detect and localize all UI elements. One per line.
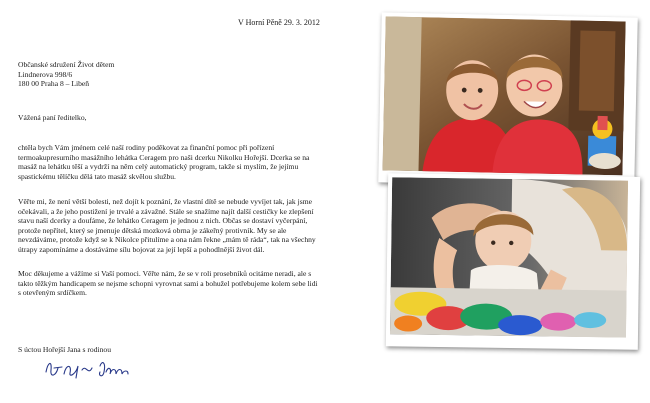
photo-image xyxy=(390,177,628,337)
text-line: stavu naší dcerky a doufáme, že lehátko Ceragem je jednou z nich. Občas se dostaví vyčerpání, xyxy=(18,216,308,226)
text-line: s otevřeným srdíčkem. xyxy=(18,288,87,298)
paragraph-thanks xyxy=(18,143,309,181)
photo-girl-painting xyxy=(386,173,640,350)
text-line: protože nepřítel, který se jmenuje dětská mozková obrna je zákeřný protivník. My se ale xyxy=(18,225,287,235)
photo-two-girls xyxy=(378,12,638,187)
greeting: Vážená paní ředitelko, xyxy=(18,113,87,122)
letter-date: V Horní Pěně 29. 3. 2012 xyxy=(238,18,320,27)
text-line: nevzdáváme, protože když se k Nikolce přitulíme a ona nám řekne „mám tě ráda“, tak na všechny xyxy=(18,235,316,245)
text-line: termoakupresurního masážního lehátka Ceragem pro naši dcerku Nikolku Hořejší. Dcerka se na xyxy=(18,152,310,162)
closing: S úctou Hořejší Jana s rodinou xyxy=(18,345,112,354)
paragraph-story xyxy=(18,197,316,255)
text-line: Věřte mi, že není větší bolesti, než dojít k poznání, že vlastní dítě se nebude vyvíjet tak, jak jsme xyxy=(18,197,312,206)
text-line: očekávali, a že jeho postižení je trvalé a závažné. Stále se snažíme najít další cestičky ke zlepšení xyxy=(18,206,314,216)
text-line: masáž na lehátku těší a vydrží na něm celý automatický program, takže si myslím, že jejímu xyxy=(18,162,299,172)
text-line: útrapy zapomínáme a dostáváme sílu bojovat za její lepší a pohodlnější život dál. xyxy=(18,244,265,254)
text-line: Moc děkujeme a vážíme si Vaší pomoci. Věřte nám, že se v roli prosebníků ocitáme neradi, ale s xyxy=(18,269,312,278)
photo-image xyxy=(382,16,625,175)
handwritten-signature xyxy=(42,354,132,384)
recipient-address xyxy=(18,60,114,89)
address-line: 180 00 Praha 8 – Libeň xyxy=(18,79,90,89)
text-line: takto těžkým handicapem se nejsme schopni vyrovnat sami a bohužel potřebujeme kolem sebe lidi xyxy=(18,278,318,288)
text-line: chtěla bych Vám jménem celé naší rodiny poděkovat za finanční pomoc při pořízení xyxy=(18,143,275,152)
paragraph-appreciation xyxy=(18,269,318,298)
address-line: Lindnerova 998/6 xyxy=(18,69,73,79)
text-line: spastickému tělíčku dělá tato masáž skvělou službu. xyxy=(18,171,176,181)
address-line: Občanské sdružení Život dětem xyxy=(18,60,115,69)
